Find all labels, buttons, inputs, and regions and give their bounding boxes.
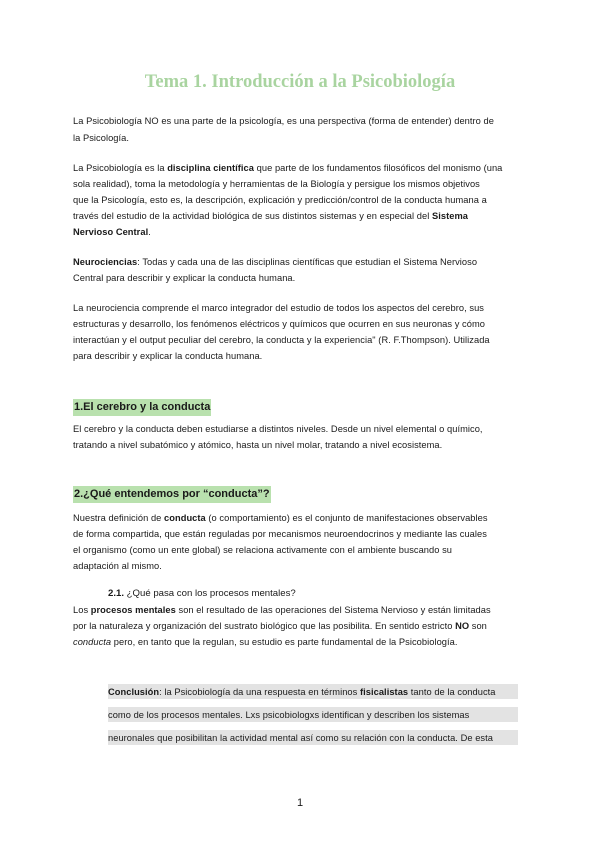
bold-text: Conclusión	[108, 687, 160, 697]
bold-text: Nervioso Central	[73, 227, 149, 237]
page-number: 1	[296, 797, 304, 809]
text-line	[73, 560, 162, 572]
text-line	[73, 334, 490, 346]
text-segment: por la naturaleza y organización del sustrato biológico que las posibilita. En sentido estricto	[73, 621, 456, 631]
bold-text: procesos mentales	[90, 605, 176, 615]
bold-text: disciplina científica	[167, 163, 255, 173]
text-segment: son	[469, 621, 487, 631]
text-segment: (o comportamiento) es el conjunto de manifestaciones observables	[205, 513, 488, 523]
text-segment: tanto de la conducta	[408, 687, 496, 697]
text-line	[73, 439, 442, 451]
text-line	[73, 528, 487, 540]
text-line	[108, 686, 496, 698]
text-segment: La neurociencia comprende el marco integrador del estudio de todos los aspectos del cerebro, sus	[73, 303, 485, 313]
text-segment: sola realidad), toma la metodología y herramientas de la Biología y persigue los mismos objetivos	[73, 179, 480, 189]
text-line	[73, 115, 494, 127]
subsection-number: 2.1.	[108, 588, 125, 599]
bold-text: fisicalistas	[359, 687, 409, 697]
text-line	[73, 604, 491, 616]
text-segment: .	[148, 227, 151, 237]
section-heading-2: 2.¿Qué entendemos por “conducta”?	[73, 486, 271, 503]
text-line	[73, 302, 484, 314]
text-segment: que la Psicología, esto es, la descripción, explicación y predicción/control de la conducta humana a	[73, 195, 487, 205]
text-line	[73, 132, 129, 144]
text-segment: : la Psicobiología da una respuesta en términos	[159, 687, 360, 697]
text-line	[108, 732, 493, 744]
text-line	[73, 544, 452, 556]
text-segment: La Psicobiología es la	[73, 163, 168, 173]
bold-text: NO	[455, 621, 470, 631]
text-segment: tratando a nivel subatómico y atómico, hasta un nivel molar, tratando a nivel ecosistema.	[73, 440, 443, 450]
text-segment: Nuestra definición de	[73, 513, 165, 523]
text-line	[73, 350, 262, 362]
text-segment: : Todas y cada una de las disciplinas científicas que estudian el Sistema Nervioso	[137, 257, 478, 267]
text-segment: El cerebro y la conducta deben estudiarse a distintos niveles. Desde un nivel elemental o químico,	[73, 424, 483, 434]
text-segment: para describir y explicar la conducta humana.	[73, 351, 263, 361]
document-title: Tema 1. Introducción a la Psicobiología	[144, 72, 456, 92]
section-heading-1: 1.El cerebro y la conducta	[73, 399, 211, 416]
text-segment: Los	[73, 605, 91, 615]
subsection-title: ¿Qué pasa con los procesos mentales?	[124, 588, 296, 599]
text-segment: que parte de los fundamentos filosóficos del monismo (una	[254, 163, 503, 173]
text-line	[73, 272, 295, 284]
text-segment: son el resultado de las operaciones del Sistema Nervioso y están limitadas	[175, 605, 491, 615]
bold-text: Sistema	[431, 211, 468, 221]
text-segment: través del estudio de la actividad biológica de sus distintos sistemas y en especial del	[73, 211, 432, 221]
text-segment: La Psicobiología NO es una parte de la psicología, es una perspectiva (forma de entender) dentro de	[73, 116, 494, 126]
text-segment: interactúan y el output peculiar del cerebro, la conducta y la experiencia" (R. F.Thompson). Utilizada	[73, 335, 490, 345]
text-segment: neuronales que posibilitan la actividad mental así como su relación con la conducta. De esta	[108, 733, 493, 743]
text-line	[73, 162, 502, 174]
text-line	[73, 620, 487, 632]
text-line	[73, 256, 477, 268]
text-line	[73, 512, 488, 524]
text-segment: el organismo (como un ente global) se relaciona activamente con el ambiente buscando su	[73, 545, 453, 555]
subsection-heading-2-1	[108, 588, 296, 600]
text-line	[73, 178, 480, 190]
text-segment: como de los procesos mentales. Lxs psicobiologxs identifican y describen los sistemas	[108, 710, 470, 720]
bold-text: Neurociencias	[73, 257, 138, 267]
text-line	[73, 636, 458, 648]
bold-text: conducta	[164, 513, 206, 523]
text-line	[73, 210, 468, 222]
italic-text: conducta	[73, 637, 112, 647]
text-line	[73, 194, 487, 206]
text-line	[73, 423, 483, 435]
text-line	[108, 709, 469, 721]
text-segment: pero, en tanto que la regulan, su estudio es parte fundamental de la Psicobiología.	[111, 637, 458, 647]
text-segment: estructuras y desarrollo, los fenómenos eléctricos y químicos que ocurren en sus neuronas y cómo	[73, 319, 485, 329]
text-segment: adaptación al mismo.	[73, 561, 162, 571]
text-segment: Central para describir y explicar la conducta humana.	[73, 273, 296, 283]
text-segment: la Psicología.	[73, 133, 129, 143]
text-line	[73, 226, 151, 238]
text-line	[73, 318, 485, 330]
text-segment: de forma compartida, que están reguladas por mecanismos neuroendocrinos y mediante las cuales	[73, 529, 487, 539]
